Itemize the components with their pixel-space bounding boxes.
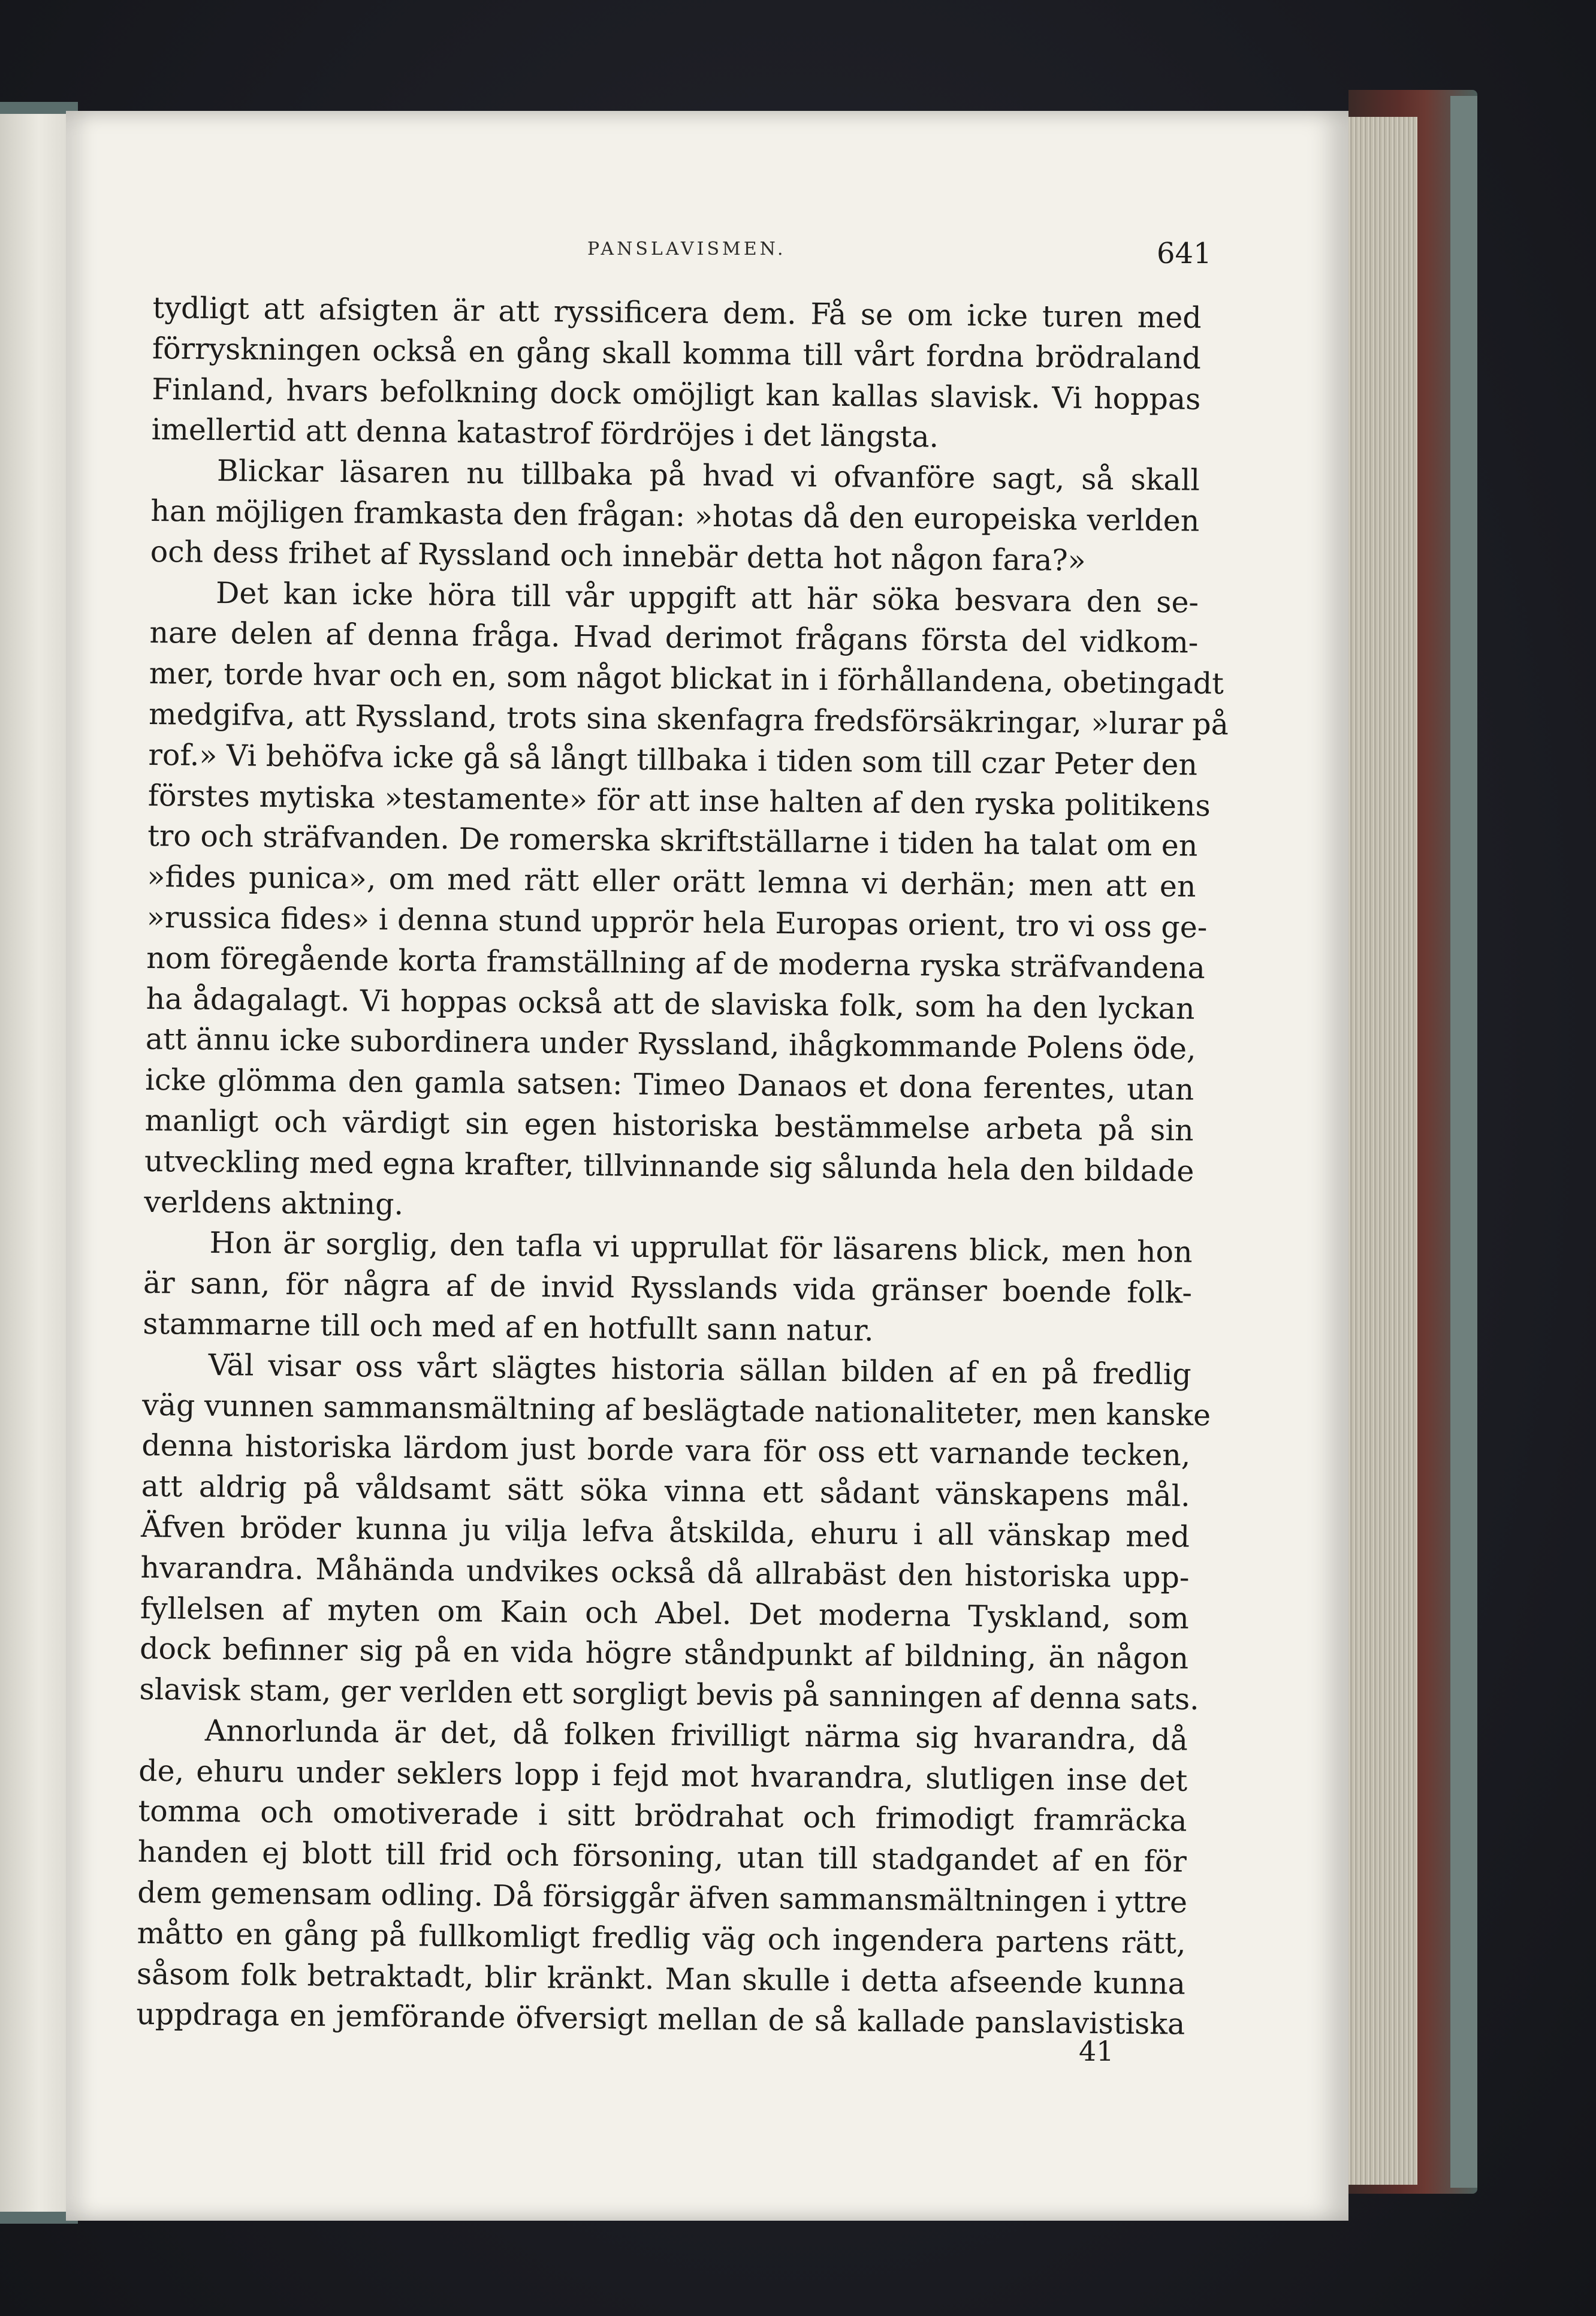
text-line: nom föregående korta framställning af de moderna ryska sträfvandena xyxy=(146,940,1206,985)
previous-page-edge xyxy=(0,114,73,2212)
text-line: medgifva, att Ryssland, trots sina skenfagra fredsförsäkringar, »lurar på xyxy=(148,696,1229,742)
text-line: rof.» Vi behöfva icke gå så långt tillbaka i tiden som till czar Peter den xyxy=(148,737,1198,782)
text-line: manligt och värdigt sin egen historiska bestämmelse arbeta på sin xyxy=(144,1103,1194,1148)
text-line: förryskningen också en gång skall komma till vårt fordna brödraland xyxy=(152,331,1202,376)
text-line: är sann, för några af de invid Rysslands vida gränser boende folk- xyxy=(143,1266,1193,1310)
text-line: verldens aktning. xyxy=(144,1184,404,1222)
text-line: Blickar läsaren nu tillbaka på hvad vi ofvanföre sagt, så skall xyxy=(216,454,1200,497)
text-line: stammarne till och med af en hotfullt sann natur. xyxy=(143,1306,874,1348)
text-line: Finland, hvars befolkning dock omöjligt kan kallas slavisk. Vi hoppas xyxy=(152,372,1201,417)
text-line: Hon är sorglig, den tafla vi upprullat för läsarens blick, men hon xyxy=(209,1226,1193,1270)
text-line: att ännu icke subordinera under Ryssland, ihågkommande Polens öde, xyxy=(145,1022,1196,1067)
text-line: tro och sträfvanden. De romerska skriftställarne i tiden ha talat om en xyxy=(147,819,1198,864)
text-line: väg vunnen sammansmältning af beslägtade nationaliteter, men kanske xyxy=(141,1388,1211,1433)
text-line: såsom folk betraktadt, blir kränkt. Man skulle i detta afseende kunna xyxy=(136,1956,1186,2001)
text-line: tomma och omotiverade i sitt brödrahat och frimodigt framräcka xyxy=(138,1794,1187,1839)
running-head: PANSLAVISMEN. xyxy=(587,239,786,260)
text-line: dock befinner sig på en vida högre ståndpunkt af bildning, än någon xyxy=(139,1632,1189,1676)
text-line: förstes mytiska »testamente» för att inse halten af den ryska politikens xyxy=(147,778,1211,823)
body-text xyxy=(136,288,1229,2045)
text-line: de, ehuru under seklers lopp i fejd mot hvarandra, slutligen inse det xyxy=(138,1753,1188,1798)
text-line: nare delen af denna fråga. Hvad derimot frågans första del vidkom- xyxy=(149,616,1199,661)
text-line: han möjligen framkasta den frågan: »hotas då den europeiska verlden xyxy=(150,493,1200,538)
text-line: måtto en gång på fullkomligt fredlig väg och ingendera partens rätt, xyxy=(137,1916,1186,1961)
text-line: och dess frihet af Ryssland och innebär detta hot någon fara?» xyxy=(150,534,1086,578)
text-line: handen ej blott till frid och försoning, utan till stadgandet af en för xyxy=(137,1835,1187,1879)
text-line: tydligt att afsigten är att ryssificera dem. Få se om icke turen med xyxy=(152,290,1202,335)
text-line: imellertid att denna katastrof fördröjes i det längsta. xyxy=(151,412,939,454)
text-line: Äfven bröder kunna ju vilja lefva åtskilda, ehuru i all vänskap med xyxy=(140,1509,1190,1554)
text-line: denna historiska lärdom just borde vara för oss ett varnande tecken, xyxy=(141,1428,1191,1473)
text-line: dem gemensam odling. Då försiggår äfven sammansmältningen i yttre xyxy=(137,1875,1188,1920)
text-line: hvarandra. Måhända undvikes också då allrabäst den historiska upp- xyxy=(140,1550,1190,1595)
text-line: ha ådagalagt. Vi hoppas också att de slaviska folk, som ha den lyckan xyxy=(146,981,1195,1026)
text-line: Annorlunda är det, då folken frivilligt närma sig hvarandra, då xyxy=(204,1713,1188,1757)
text-line: uppdraga en jemförande öfversigt mellan de så kallade panslavistiska xyxy=(136,1997,1185,2042)
text-line: icke glömma den gamla satsen: Timeo Danaos et dona ferentes, utan xyxy=(145,1063,1194,1107)
text-line: mer, torde hvar och en, som något blickat in i förhållandena, obetingadt xyxy=(149,656,1224,701)
book-cover-edge xyxy=(1450,96,1477,2188)
text-line: fyllelsen af myten om Kain och Abel. Det moderna Tyskland, som xyxy=(140,1591,1190,1636)
text-line: slavisk stam, ger verlden ett sorgligt bevis på sanningen af denna sats. xyxy=(139,1672,1199,1717)
text-line: Det kan icke höra till vår uppgift att här söka besvara den se- xyxy=(215,575,1199,620)
signature-mark: 41 xyxy=(1079,2035,1114,2067)
page-number: 641 xyxy=(1157,237,1212,270)
text-line: Väl visar oss vårt slägtes historia sällan bilden af en på fredlig xyxy=(208,1347,1191,1392)
text-line: att aldrig på våldsamt sätt söka vinna ett sådant vänskapens mål. xyxy=(141,1469,1190,1513)
text-line: »russica fides» i denna stund upprör hela Europas orient, tro vi oss ge- xyxy=(146,900,1208,945)
text-line: »fides punica», om med rätt eller orätt lemna vi derhän; men att en xyxy=(147,860,1196,904)
text-line: utveckling med egna krafter, tillvinnande sig sålunda hela den bildade xyxy=(144,1144,1194,1189)
